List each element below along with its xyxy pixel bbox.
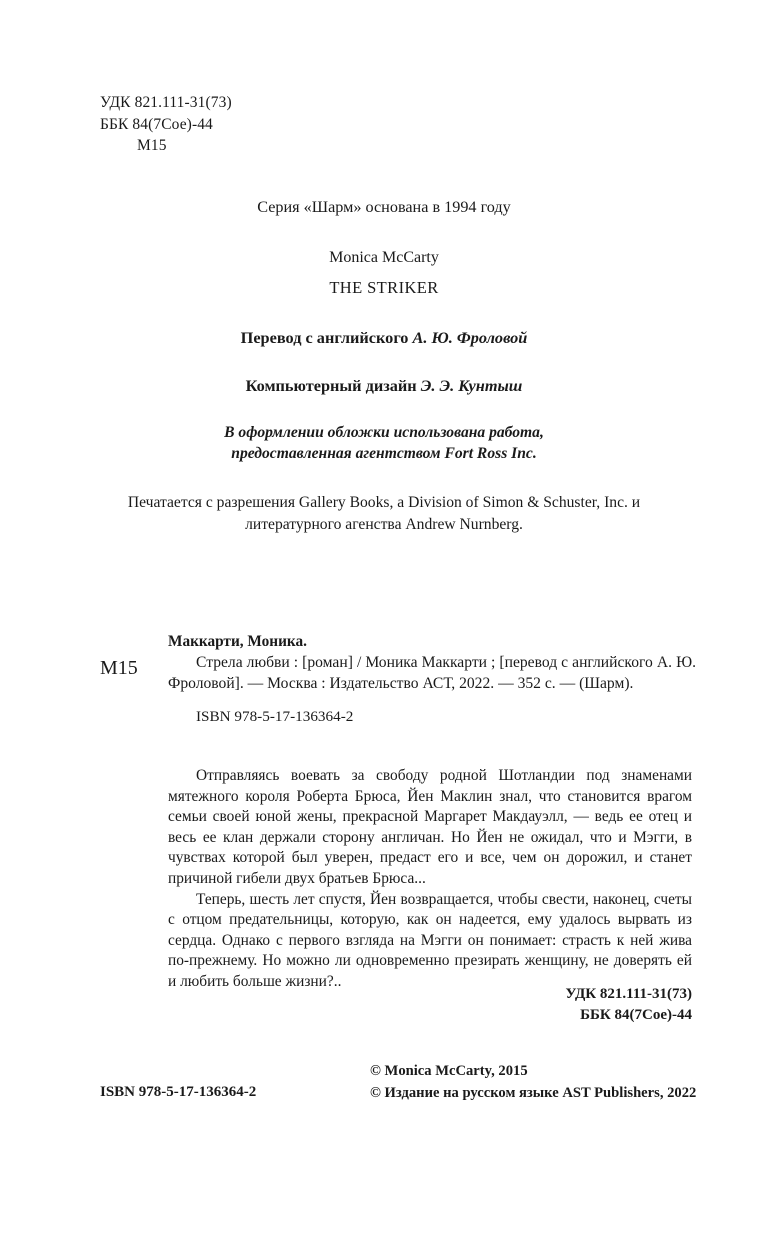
udk-code-top: УДК 821.111-31(73): [100, 94, 232, 111]
translation-credit: [64, 327, 704, 349]
cip-author-heading: Маккарти, Моника.: [168, 633, 307, 650]
cip-isbn: ISBN 978-5-17-136364-2: [196, 708, 354, 725]
permission-note: Печатается с разрешения Gallery Books, a Division of Simon & Schuster, Inc. и литературного агенства Andrew Nurnberg.: [127, 494, 641, 533]
cover-artwork-note-line2: предоставленная агентством Fort Ross Inc.: [231, 444, 537, 462]
annotation-paragraph-2: Теперь, шесть лет спустя, Йен возвращается, чтобы свести, наконец, счеты с отцом предательницы, которую, как он надеется, ему удалось вырвать из сердца. Однако с первого взгляда на Мэгги он понимает: страсть к ней жива по-прежнему. Но можно ли одновременно презирать женщину, не доверять ей и любить больше жизни?..: [168, 890, 692, 990]
classification-block-bottom: [565, 984, 692, 1025]
design-label: Компьютерный дизайн: [245, 376, 421, 395]
original-author: Monica McCarty: [329, 249, 439, 266]
series-line: Серия «Шарм» основана в 1994 году: [257, 198, 511, 216]
translation-label: Перевод с английского: [240, 328, 413, 347]
annotation-block: [168, 766, 692, 993]
original-title: THE STRIKER: [329, 278, 439, 297]
bbk-code-bottom: ББК 84(7Сое)-44: [580, 1006, 692, 1023]
footer-rights: [370, 1060, 696, 1104]
sigla-top: М15: [137, 137, 167, 154]
cip-sigla: М15: [100, 657, 138, 679]
classification-block-top: [100, 92, 232, 157]
cip-description: Стрела любви : [роман] / Моника Маккарти ; [перевод с английского А. Ю. Фроловой]. — Москва : Издательство АСТ, 2022. — 352 с. — (Шарм).: [168, 654, 696, 692]
copyright-author: © Monica McCarty, 2015: [370, 1063, 528, 1079]
copyright-publisher: © Издание на русском языке AST Publishers, 2022: [370, 1085, 697, 1101]
front-matter-block: [64, 196, 704, 535]
annotation-paragraph-1: Отправляясь воевать за свободу родной Шотландии под знаменами мятежного короля Роберта Брюса, Йен Маклин знал, что становится врагом семьи своей юной жены, прекрасной Маргарет Макдауэлл, — ведь ее отец и весь ее клан держали сторону англичан. Но Йен не ожидал, что и Мэгги, в чувствах которой был уверен, предаст его и все, чем он дорожил, и станет причиной гибели двух братьев Брюса...: [168, 767, 692, 887]
designer-name: Э. Э. Кунтыш: [420, 376, 523, 395]
footer-isbn: ISBN 978-5-17-136364-2: [100, 1084, 257, 1100]
design-credit: [64, 375, 704, 397]
cip-record: [100, 632, 696, 727]
footer-block: [100, 1060, 697, 1114]
cover-artwork-note: [64, 423, 704, 464]
bbk-code-top: ББК 84(7Сое)-44: [100, 115, 213, 133]
udk-code-bottom: УДК 821.111-31(73): [565, 986, 692, 1002]
translator-name: А. Ю. Фроловой: [412, 328, 528, 347]
cip-body: [168, 632, 696, 727]
cover-artwork-note-line1: В оформлении обложки использована работа,: [224, 424, 544, 441]
